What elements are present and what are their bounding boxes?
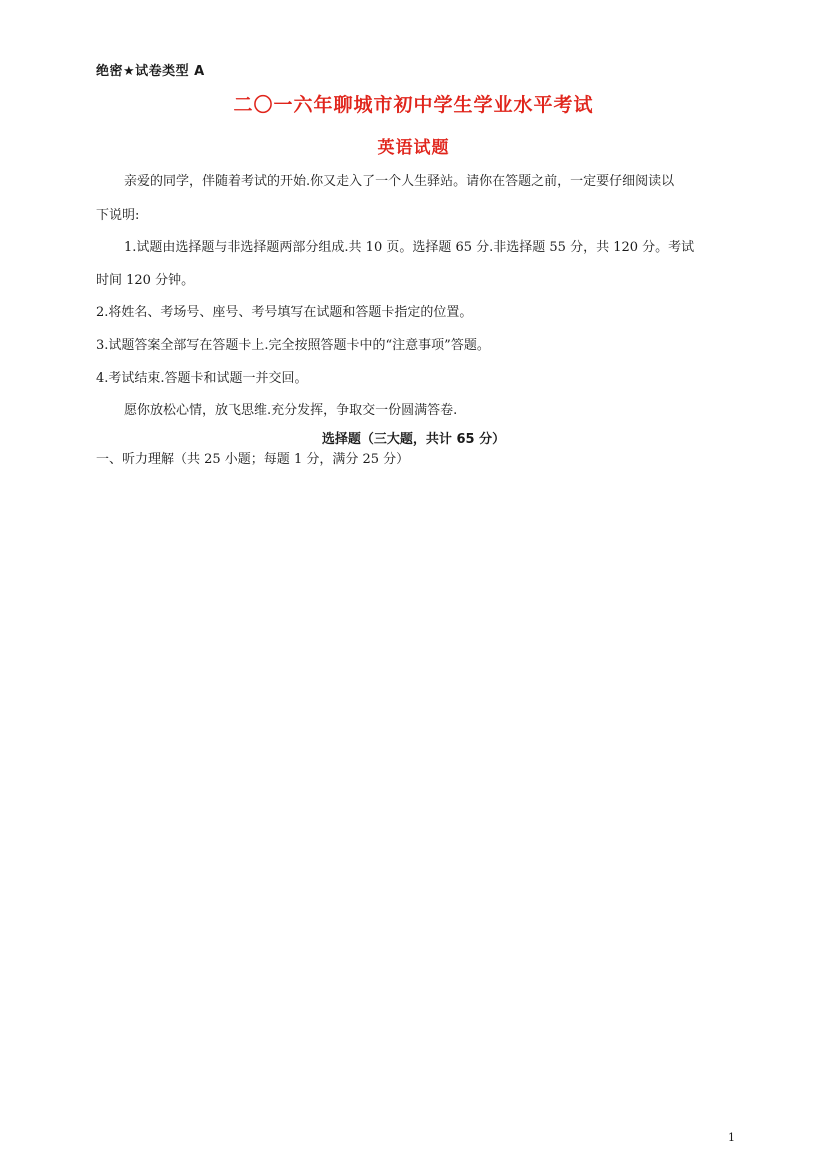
exam-title: 二〇一六年聊城市初中学生学业水平考试 [233, 94, 594, 116]
section-header: 选择题（三大题，共计 65 分） [321, 432, 506, 447]
part-one-heading: 一、听力理解（共 25 小题；每题 1 分，满分 25 分） [96, 452, 410, 467]
intro-line-2: 下说明: [96, 208, 140, 223]
page-number: 1 [728, 1131, 735, 1144]
instruction-item-4: 4.考试结束.答题卡和试题一并交回。 [96, 371, 308, 386]
instruction-item-3: 3.试题答案全部写在答题卡上.完全按照答题卡中的“注意事项”答题。 [96, 338, 490, 353]
secret-label: 绝密★试卷类型 A [96, 64, 205, 79]
instruction-item-1-cont: 时间 120 分钟。 [96, 273, 195, 288]
intro-line-1: 亲爱的同学，伴随着考试的开始.你又走入了一个人生驿站。请你在答题之前，一定要仔细阅读以 [124, 174, 675, 189]
instruction-item-2: 2.将姓名、考场号、座号、考号填写在试题和答题卡指定的位置。 [96, 305, 473, 320]
wish-line: 愿你放松心情，放飞思维.充分发挥，争取交一份圆满答卷. [124, 403, 458, 418]
instruction-item-1: 1.试题由选择题与非选择题两部分组成.共 10 页。选择题 65 分.非选择题 55 分，共 120 分。考试 [124, 240, 695, 255]
exam-subtitle: 英语试题 [377, 138, 450, 158]
